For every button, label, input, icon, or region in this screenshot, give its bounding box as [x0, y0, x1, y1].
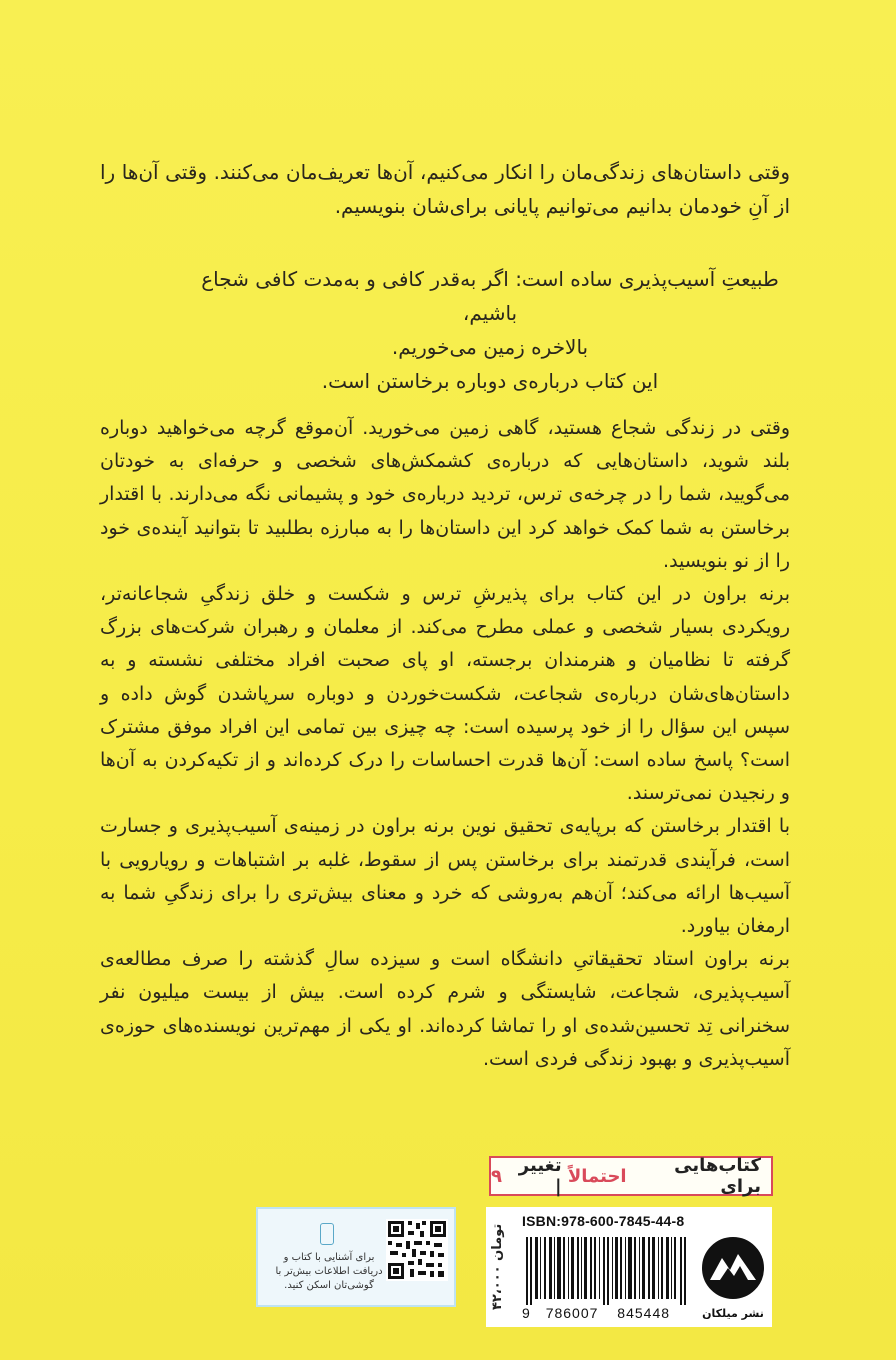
series-accent: احتمالاً — [567, 1165, 627, 1187]
intro-text: وقتی داستان‌های زندگی‌مان را انکار می‌کنیم، آن‌ها تعریف‌مان می‌کنند. وقتی آن‌ها را از آنِ خودمان بدانیم می‌توانیم پایانی برای‌شان بنویسیم. — [100, 160, 790, 218]
price-label: ۴۲،۰۰۰ تومان — [490, 1223, 505, 1311]
blurb-paragraph-4: برنه براون استاد تحقیقاتیِ دانشگاه است و سیزده سالِ گذشته را صرف مطالعه‌ی آسیب‌پذیری، شجاعت، شایستگی و شرم کرده است. بیش از بیست میلیون نفر سخنرانی تِد تحسین‌شده‌ی او را تماشا کرده‌اند. او یکی از مهم‌ترین نویسنده‌های حوزه‌ی آسیب‌پذیری و بهبود زندگی فردی است. — [100, 948, 790, 1070]
quote-line-3: این کتاب درباره‌ی دوباره برخاستن است. — [321, 369, 659, 393]
isbn-label: ISBN:978-600-7845-44-8 — [522, 1213, 685, 1229]
blurb-paragraph-2: برنه براون در این کتاب برای پذیرشِ ترس و شکست و خلق زندگیِ شجاعانه‌تر، رویکردی بسیار شخصی و عملی مطرح می‌کند. از معلمان و رهبران شرکت‌های بزرگ گرفته تا نظامیان و هنرمندان برجسته، او پای صحبت افراد مختلفی نشسته و به داستان‌های‌شان درباره‌ی شجاعت، شکست‌خوردن و دوباره سرپاشدن گوش داده و سپس این سؤال را از خود پرسیده است: چه چیزی بین تمامی این افراد موفق مشترک است؟ پاسخ ساده است: آن‌ها قدرت احساسات را درک کرده‌اند و از تکیه‌کردن به آن‌ها و رنجیدن نمی‌ترسند. — [100, 583, 790, 805]
barcode-area — [486, 1207, 772, 1327]
intro-paragraph — [100, 155, 790, 223]
blurb-body — [100, 412, 790, 1076]
barcode-digits-mid: 786007 — [545, 1305, 599, 1321]
qr-instructions: برای آشنایی با کتاب و دریافت اطلاعات بیش‌تر با گوشی‌تان اسکن کنید. — [275, 1252, 383, 1291]
series-prefix: کتاب‌هایی برای — [674, 1155, 761, 1197]
qr-card — [256, 1207, 456, 1307]
series-label — [489, 1156, 773, 1196]
publisher-name: نشر میلکان — [702, 1307, 764, 1320]
vulnerability-quote — [190, 262, 790, 398]
barcode-digit-first: 9 — [522, 1305, 531, 1321]
blurb-paragraph-3: با اقتدار برخاستن که برپایه‌ی تحقیق نوین برنه براون در زمینه‌ی آسیب‌پذیری و جسارت است، فرآیندی قدرتمند برای برخاستن پس از سقوط، غلبه بر اشتباهات و رویارویی با آسیب‌ها ارائه می‌کند؛ آن‌هم به‌روشی که خرد و معنای بیش‌تری را برای زندگیِ شما به ارمغان بیاورد. — [100, 815, 790, 938]
series-number: ۹ — [491, 1165, 502, 1187]
phone-icon — [320, 1223, 334, 1245]
blurb-paragraph-1: وقتی در زندگی شجاع هستید، گاهی زمین می‌خورید. آن‌موقع گرچه می‌خواهید دوباره بلند شوید، داستان‌هایی که درباره‌ی کشمکش‌های شخصی و حرفه‌ای به خودتان می‌گویید، شما را در چرخه‌ی ترس، تردید درباره‌ی خود و پشیمانی نگه می‌دارند. با اقتدار برخاستن به شما کمک خواهد کرد این داستان‌ها را به مبارزه بطلبید تا بتوانید آینده‌ی خود را از نو بنویسید. — [100, 417, 790, 572]
barcode-digits — [522, 1305, 672, 1321]
barcode-icon — [522, 1237, 690, 1305]
quote-line-1: طبیعتِ آسیب‌پذیری ساده است: اگر به‌قدر کافی و به‌مدت کافی شجاع باشیم، — [201, 267, 779, 325]
barcode-digits-last: 845448 — [617, 1305, 671, 1321]
series-suffix: تغییر | — [518, 1155, 562, 1197]
qr-code-icon[interactable] — [386, 1219, 448, 1281]
quote-line-2: بالاخره زمین می‌خوریم. — [391, 335, 589, 359]
